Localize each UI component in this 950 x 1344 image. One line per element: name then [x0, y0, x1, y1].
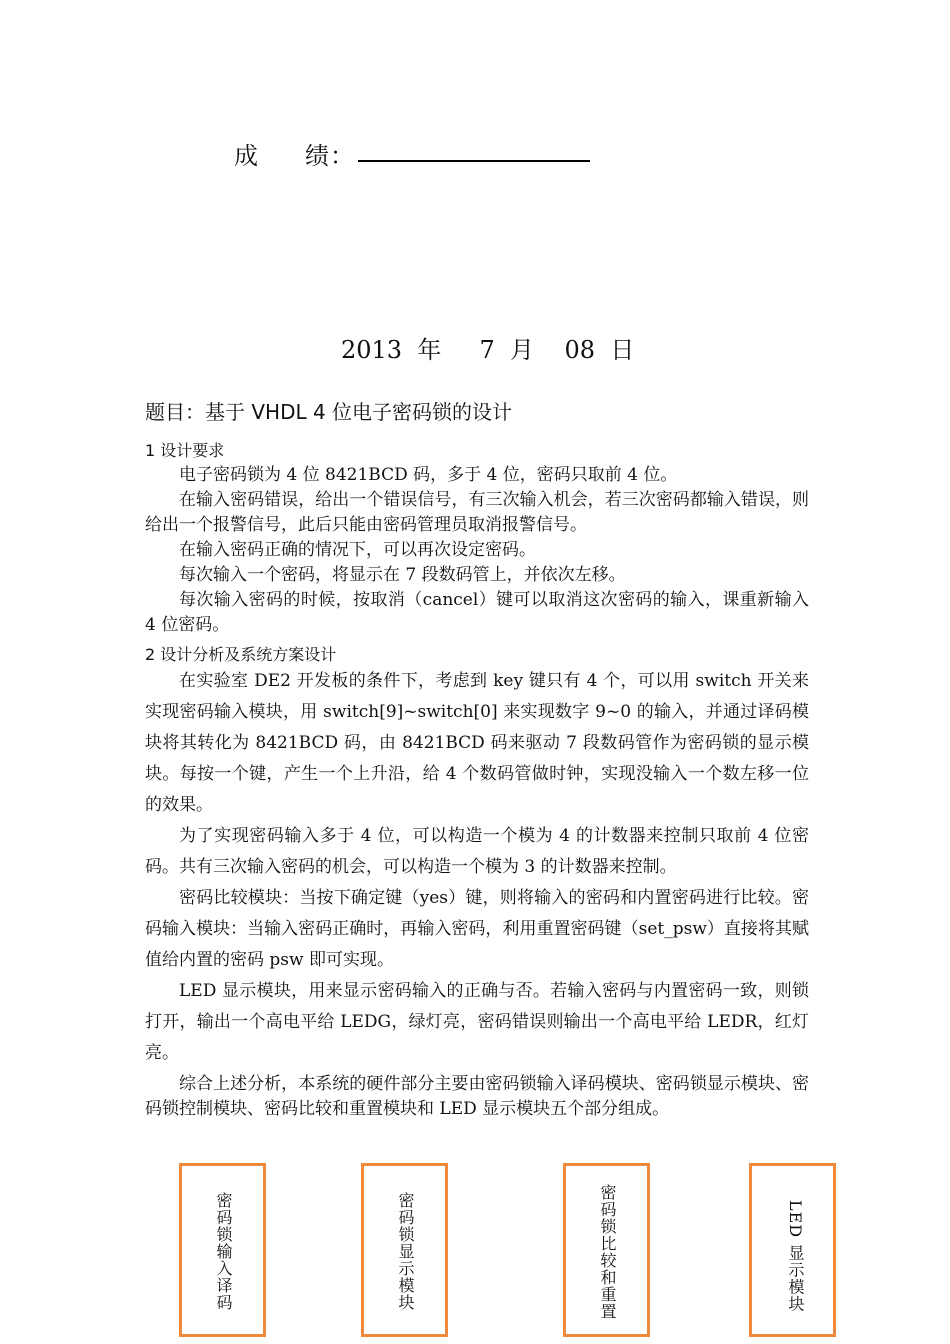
module-label: 密码锁输入译码 — [214, 1192, 233, 1311]
grade-row — [234, 136, 355, 171]
section-2-summary — [145, 1072, 809, 1122]
paragraph: 在实验室 DE2 开发板的条件下，考虑到 key 键只有 4 个，可以用 switch 开关来实现密码输入模块，用 switch[9]~switch[0] 来实现数字 9~0 的输入，并通过译码模块将其转化为 8421BCD 码，由 8421BCD 码来驱动 7 段数码管作为密码锁的显示模块。每按一个键，产生一个上升沿，给 4 个数码管做时钟，实现没输入一个数左移一位的效果。 — [145, 671, 809, 815]
section-1-body — [145, 463, 809, 638]
module-box-compare-reset — [563, 1163, 650, 1337]
paragraph: 密码比较模块：当按下确定键（yes）键，则将输入的密码和内置密码进行比较。密码输入模块：当输入密码正确时，再输入密码，利用重置密码键（set_psw）直接将其赋值给内置的密码 psw 即可实现。 — [145, 888, 809, 970]
module-label: 密码锁比较和重置 — [598, 1184, 617, 1320]
paragraph: 每次输入一个密码，将显示在 7 段数码管上，并依次左移。 — [179, 565, 626, 585]
module-box-led — [749, 1163, 836, 1337]
report-title: 题目：基于 VHDL 4 位电子密码锁的设计 — [145, 400, 513, 424]
section-1-heading: 1 设计要求 — [145, 441, 225, 460]
report-date: 2013 年 7 月 08 日 — [341, 336, 635, 364]
grade-label-suffix: 绩： — [305, 142, 355, 170]
grade-underline — [358, 160, 590, 162]
paragraph: 每次输入密码的时候，按取消（cancel）键可以取消这次密码的输入，课重新输入 4 位密码。 — [145, 590, 809, 635]
module-box-input-decode — [179, 1163, 266, 1337]
paragraph: 电子密码锁为 4 位 8421BCD 码，多于 4 位，密码只取前 4 位。 — [179, 465, 678, 485]
paragraph: 在输入密码正确的情况下，可以再次设定密码。 — [179, 540, 536, 560]
paragraph: 综合上述分析，本系统的硬件部分主要由密码锁输入译码模块、密码锁显示模块、密码锁控制模块、密码比较和重置模块和 LED 显示模块五个部分组成。 — [145, 1074, 809, 1119]
grade-label: 成 — [234, 142, 259, 170]
paragraph: LED 显示模块，用来显示密码输入的正确与否。若输入密码与内置密码一致，则锁打开，输出一个高电平给 LEDG，绿灯亮，密码错误则输出一个高电平给 LEDR，红灯亮。 — [145, 981, 809, 1063]
section-2-heading: 2 设计分析及系统方案设计 — [145, 645, 337, 664]
paragraph: 为了实现密码输入多于 4 位，可以构造一个模为 4 的计数器来控制只取前 4 位密码。共有三次输入密码的机会，可以构造一个模为 3 的计数器来控制。 — [145, 826, 809, 877]
module-label: LED 显示模块 — [786, 1200, 805, 1313]
section-2-body — [145, 666, 809, 1069]
module-box-display — [361, 1163, 448, 1337]
module-label: 密码锁显示模块 — [396, 1192, 415, 1311]
paragraph: 在输入密码错误，给出一个错误信号，有三次输入机会，若三次密码都输入错误，则给出一个报警信号，此后只能由密码管理员取消报警信号。 — [145, 490, 809, 535]
